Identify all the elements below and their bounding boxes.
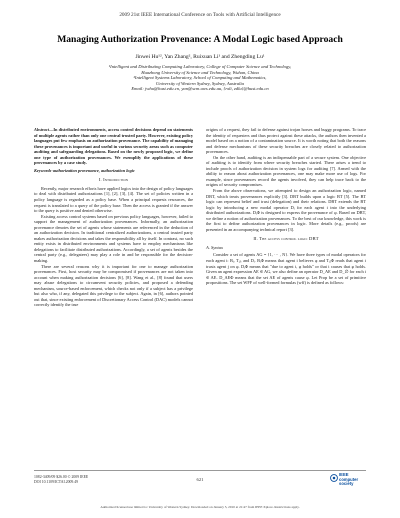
- affiliation-line: Huazhong University of Science and Technology, Wuhan, China: [141, 69, 259, 75]
- keywords: [34, 168, 193, 174]
- affiliation-line: University of Western Sydney, Sydney, Australia: [156, 80, 244, 86]
- abstract-text: —In distributed environments, access control decisions depend on statements of multiple agents rather than only one central trusted party. However, existing policy languages put few emphasis on authorization provenance. The capability of managing these provenances is important and useful in various security areas such as computer auditing and safeguarding delegations. Based on the newly proposed logic, we define one type of authorization provenances. We exemplify the applications of these provenances by a case study.: [34, 127, 193, 166]
- footer-divider: [34, 470, 366, 471]
- affiliation-line: ¹Intelligent and Distributing Computing Laboratory, College of Computer Science and Technology,: [108, 64, 292, 69]
- paragraph: origins of a request, they fail to defense against trojan horses and buggy programs. To trace the identity of requesters and thus protect against these attacks, the authors then invented a model based on a notion of a contamination source. It is worth noting that both the reasons and defense mechanisms of these security breaches are closely related to authorization provenances.: [206, 127, 366, 155]
- affiliations: [40, 64, 360, 92]
- computer-society-logo-icon: [330, 474, 338, 482]
- paragraph: Consider a set of agents AG = {1, ··· , N}. We have three types of modal operators for each agent i: Bᵢ, Tᵢⱼ, and Dᵢ. BᵢΦ means that agent i believes φ and TᵢⱼΦ reads that agent i trusts agent j on φ. DᵢΦ means that "due to agent i, φ holds" or that i causes that φ holds. Given an agent expression AE ∈ AG, we also define an operator D_AE and D_∅ for each i ∈ AE. D_AEΦ means that the set AE of agents cause φ. Let Prop be a set of primitive propositions. The set WFF of well-formed formulas (wff) is defined as follows:: [206, 252, 366, 286]
- affiliation-line: ²Intelligent Systems Laboratory, School of Computing and Mathematics,: [133, 75, 267, 81]
- left-column: [34, 127, 193, 308]
- logo-text: computer society: [339, 476, 359, 487]
- section-heading-introduction: I. Introduction: [98, 177, 129, 183]
- issn-line: 1082-3409/09 $26.00 © 2009 IEEE: [34, 475, 89, 479]
- paragraph: From the above observations, we attempted to design an authorization logic, named DBT, which treats provenances explicitly [3]. DBT builds upon a logic BT [5]. The BT logic can represent belief and trust (delegation) and their relations. DBT extends the BT logic by introducing a new modal operator Dᵢ for each agent i into the underlying distributed authorizations. DᵢΦ is designed to express the provenance of φ. Based on DBT, we define a notion of authorization provenances. To the best of our knowledge, this work is the first to define authorization provenances in logic. More details (e.g., proofs) are presented in an accompanying technical report [3].: [206, 188, 366, 232]
- abstract-label: Abstract: [34, 127, 49, 132]
- doi-line: DOI 10.1109/ICTAI.2009.49: [34, 479, 79, 484]
- logo-wordmark: [339, 473, 368, 487]
- logo-brand: IEEE: [339, 472, 349, 477]
- author-emails: Email: jwhu@hust.edu.cn, yan@scm.uws.edu.au, {rxli, zdlu}@hust.edu.cn: [131, 86, 269, 92]
- paper-title: Managing Authorization Provenance: A Modal Logic based Approach: [57, 34, 343, 45]
- subsection-heading-syntax: A. Syntax: [206, 244, 223, 250]
- right-column: [206, 127, 366, 286]
- author-list: Jinwei Hu¹², Yan Zhang², Ruixuan Li¹ and Zhengding Lu¹: [135, 54, 265, 60]
- ieee-computer-society-logo: [330, 472, 368, 485]
- page-number: 621: [196, 477, 204, 482]
- section-heading-logic: II. The access control logic DBT: [253, 236, 319, 242]
- abstract: [34, 127, 193, 166]
- conference-header: 2009 21st IEEE International Conference on Tools with Artificial Intelligence: [119, 12, 281, 18]
- paragraph: Recently, major research efforts have applied logics into the design of policy languages to deal with distributed authorizations [1], [2], [3], [4]. The set of policies written in a policy language is regarded as a policy base. When a principal requests resources, the request is translated to a query of the policy base. Then the access is granted if the answer to the query is positive and denied otherwise.: [34, 185, 193, 214]
- paragraph: There are several reasons why it is important for one to manage authorization provenances. First, host security may be compromised if provenances are not taken into account when making authorization decisions [6], [8]. Wang et al., [8] found that users may abuse delegations to circumvent security policies, and proposed a defending mechanism, source-based enforcement, which checks not only if a subject has a privilege but also who, if any, delegated this privilege to the subject. Again, in [6], authors pointed out that, since existing enforcement of Discretionary Access Control (DAC) models cannot correctly identify the true: [34, 263, 193, 308]
- keywords-text: -authorization provenance, authorization logic: [51, 167, 135, 173]
- paragraph: On the other hand, auditing is an indispensable part of a secure system. One objective of auditing is to identify from where security breaches started. There arises a trend to include proofs of authorization decision in system logs for auditing [7]. Armed with the ability to reason about authorization provenances, one may make more use of logs. For example, since provenances record the agents involved, they can help trace back to the origins of security compromises.: [206, 154, 366, 188]
- authorized-use-notice: Authorized licensed use limited to: University of Western Sydney. Downloaded on January 5, 2010 at 21:47 from IEEE Xplore. Restrictions apply.: [100, 505, 300, 509]
- paragraph: Existing access control systems based on previous policy languages, however, failed to support the management of authorization provenances. Informally, an authorization provenance denotes the set of agents whose statements are referenced in the deduction of an authorization decision. In traditional centralized authorizations, a central trusted party makes authorization decisions and takes the responsibility all by itself. In contrast, no such entity exists in distributed environments and systems have to employ mechanisms like delegations to facilitate distributed authorizations. Accordingly, a set of agents besides the central party (e.g., delegatees) may play a role in and be responsible for the decision-making.: [34, 213, 193, 264]
- keywords-label: Keywords: [34, 167, 52, 173]
